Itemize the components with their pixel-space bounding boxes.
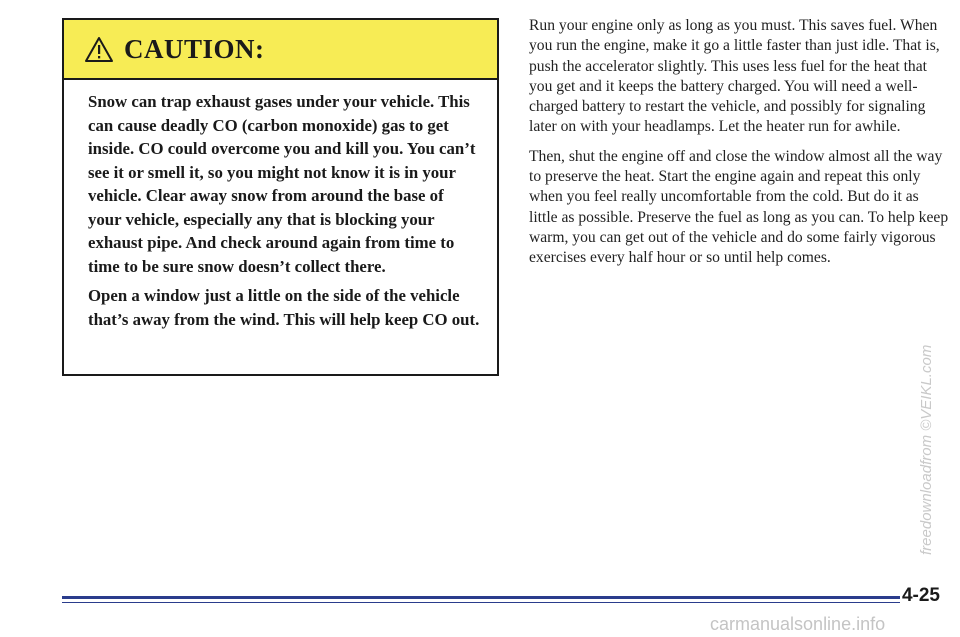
warning-triangle-icon	[84, 36, 114, 63]
watermark-vertical: freedownloadfrom ©VEIKL.com	[918, 344, 935, 555]
caution-title: CAUTION:	[124, 33, 265, 64]
body-text-column	[529, 16, 949, 278]
body-paragraph: Run your engine only as long as you must. This saves fuel. When you run the engine, make it go a little faster than just idle. That is, push the accelerator slightly. This uses less fuel for the heat that you get and it keeps the battery charged. You will need a well-charged battery to restart the vehicle, and possibly for signaling later on with your headlamps. Let the heater run for awhile.	[529, 17, 940, 136]
page-number: 4-25	[901, 585, 940, 606]
caution-box	[62, 18, 499, 376]
caution-paragraph: Open a window just a little on the side of the vehicle that’s away from the wind. This will help keep CO out.	[88, 286, 480, 329]
body-paragraph: Then, shut the engine off and close the window almost all the way to preserve the heat. Start the engine again and repeat this only when you feel really uncomfortable from the cold. But do it as little as possible. Preserve the fuel as long as you can. To help keep warm, you can get out of the vehicle and do some fairly vigorous exercises every half hour or so until help comes.	[529, 147, 949, 267]
footer-rule-thin	[62, 602, 900, 603]
watermark-bottom: carmanualsonline.info	[710, 614, 886, 634]
caution-header	[64, 20, 497, 80]
caution-body	[64, 80, 497, 331]
caution-paragraph: Snow can trap exhaust gases under your vehicle. This can cause deadly CO (carbon monoxide) gas to get inside. CO could overcome you and kill you. You can’t see it or smell it, so you might not know it is in your vehicle. Clear away snow from around the base of your vehicle, especially any that is blocking your exhaust pipe. And check around again from time to time to be sure snow doesn’t collect there.	[88, 92, 476, 276]
footer-rule	[62, 596, 900, 599]
